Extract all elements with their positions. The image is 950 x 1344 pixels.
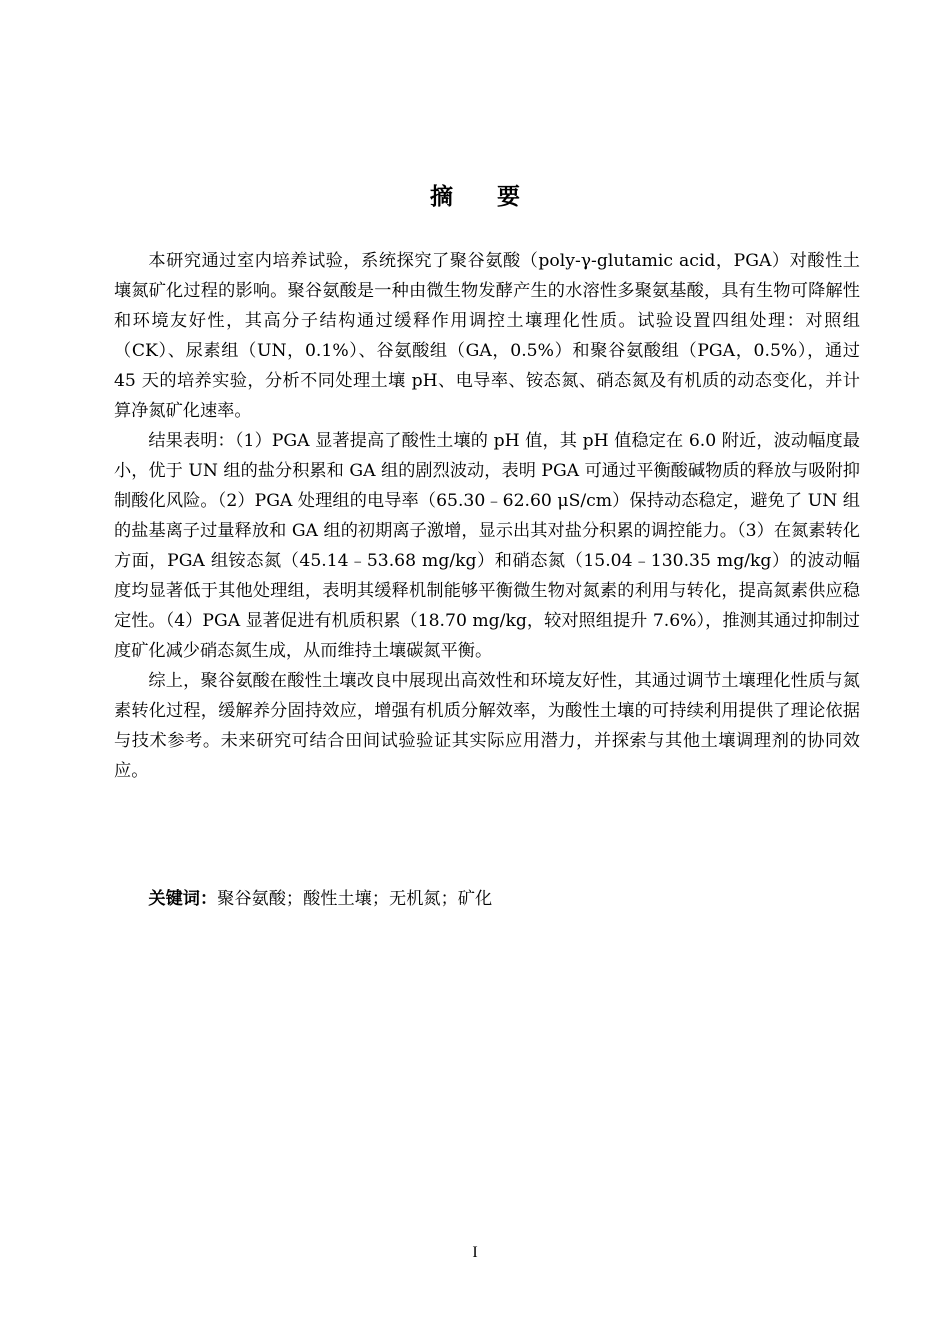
page-number: I — [472, 1244, 478, 1261]
page-title — [0, 178, 950, 211]
abstract-paragraph-intro: 本研究通过室内培养试验，系统探究了聚谷氨酸（poly-γ-glutamic acid，PGA）对酸性土壤氮矿化过程的影响。聚谷氨酸是一种由微生物发酵产生的水溶性多聚氨基酸，具有生物可降解性和环境友好性，其高分子结构通过缓释作用调控土壤理化性质。试验设置四组处理：对照组（CK）、尿素组（UN，0.1%）、谷氨酸组（GA，0.5%）和聚谷氨酸组（PGA，0.5%），通过 45 天的培养实验，分析不同处理土壤 pH、电导率、铵态氮、硝态氮及有机质的动态变化，并计算净氮矿化速率。 — [114, 251, 860, 421]
abstract-paragraph-results: 结果表明：（1）PGA 显著提高了酸性土壤的 pH 值，其 pH 值稳定在 6.0 附近，波动幅度最小，优于 UN 组的盐分积累和 GA 组的剧烈波动，表明 PGA 可通过平衡酸碱物质的释放与吸附抑制酸化风险。（2）PGA 处理组的电导率（65.30﹣62.60 μS/cm）保持动态稳定，避免了 UN 组的盐基离子过量释放和 GA 组的初期离子激增，显示出其对盐分积累的调控能力。（3）在氮素转化方面，PGA 组铵态氮（45.14﹣53.68 mg/kg）和硝态氮（15.04﹣130.35 mg/kg）的波动幅度均显著低于其他处理组，表明其缓释机制能够平衡微生物对氮素的利用与转化，提高氮素供应稳定性。（4）PGA 显著促进有机质积累（18.70 mg/kg，较对照组提升 7.6%），推测其通过抑制过度矿化减少硝态氮生成，从而维持土壤碳氮平衡。 — [114, 431, 860, 661]
abstract-paragraph-conclusion: 综上，聚谷氨酸在酸性土壤改良中展现出高效性和环境友好性，其通过调节土壤理化性质与氮素转化过程，缓解养分固持效应，增强有机质分解效率，为酸性土壤的可持续利用提供了理论依据与技术参考。未来研究可结合田间试验验证其实际应用潜力，并探索与其他土壤调理剂的协同效应。 — [114, 671, 860, 781]
keywords-line — [114, 884, 860, 914]
keywords-label: 关键词： — [148, 889, 218, 909]
abstract-body — [114, 246, 860, 786]
keywords-value: 聚谷氨酸；酸性土壤；无机氮；矿化 — [217, 889, 493, 909]
page-title-char-2: 要 — [497, 184, 520, 210]
page-title-char-1: 摘 — [430, 184, 453, 210]
